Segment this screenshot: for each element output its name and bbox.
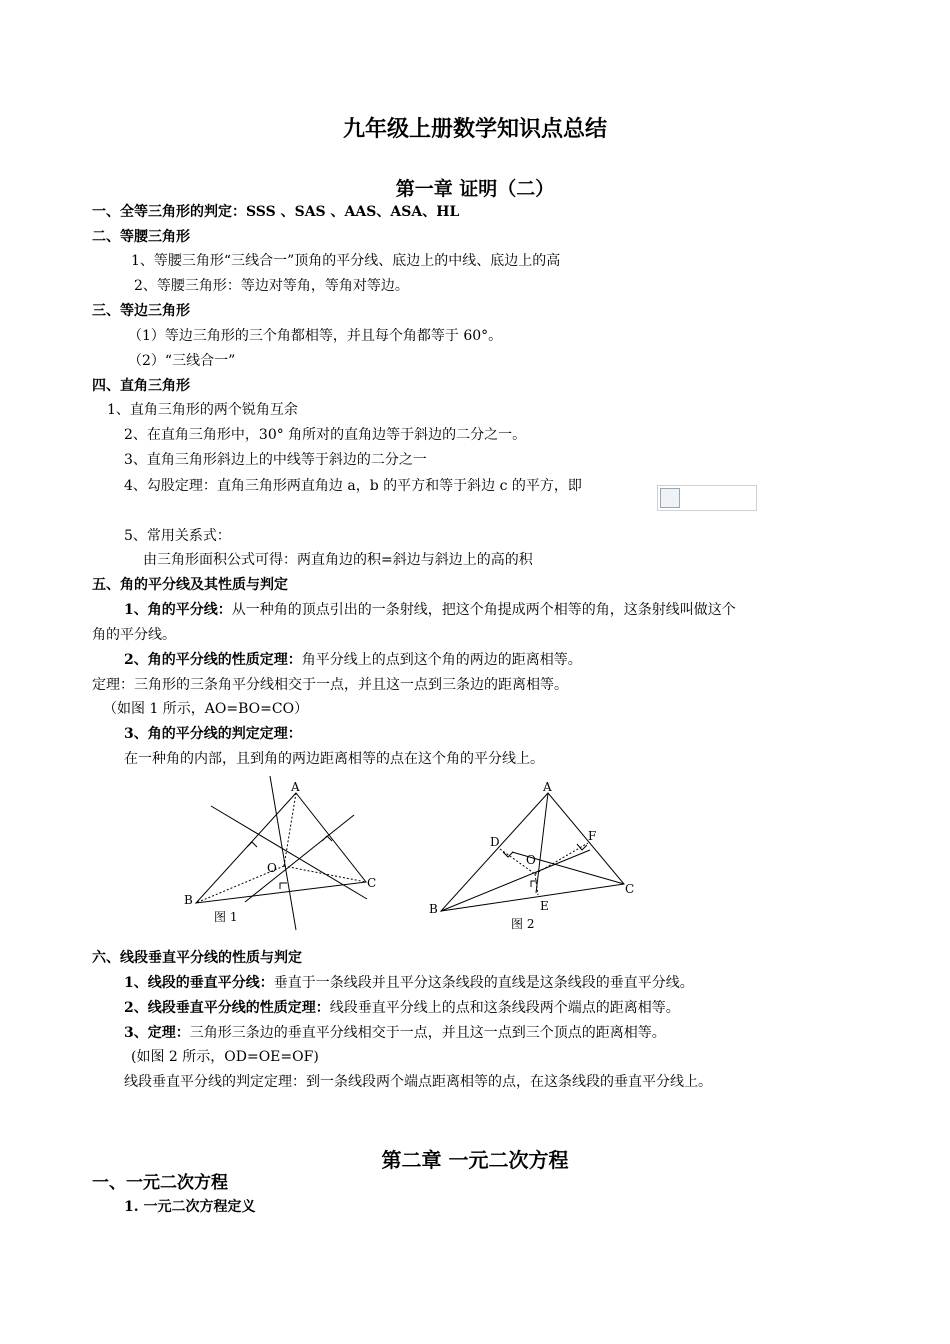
fig2-caption: 图 2 [511, 917, 535, 931]
perp-judge-theorem: 线段垂直平分线的判定定理：到一条线段两个端点距离相等的点，在这条线段的垂直平分线上。 [124, 1074, 712, 1090]
bisector-item-1-text: 从一种角的顶点引出的一条射线，把这个角提成两个相等的角，这条射线叫做这个 [231, 602, 736, 618]
perp-item-3-text: 三角形三条边的垂直平分线相交于一点，并且这一点到三个顶点的距离相等。 [189, 1025, 666, 1041]
bisector-item-1-cont: 角的平分线。 [92, 627, 176, 643]
fig1-bisector-c [245, 815, 354, 902]
section-right-triangle: 四、直角三角形 [92, 378, 190, 394]
fig2-label-c: C [625, 882, 635, 896]
right-item-1: 1、直角三角形的两个锐角互余 [107, 402, 298, 418]
fig1-label-c: C [367, 876, 377, 890]
fig2-line-a [536, 793, 548, 893]
chapter-1-title: 第一章 证明（二） [395, 178, 555, 200]
fig2-label-a: A [543, 780, 552, 794]
right-item-3: 3、直角三角形斜边上的中线等于斜边的二分之一 [124, 452, 427, 468]
bisector-theorem: 定理：三角形的三条角平分线相交于一点，并且这一点到三条边的距离相等。 [92, 677, 568, 693]
perp-item-2-label: 2、线段垂直平分线的性质定理： [124, 1000, 330, 1016]
fig1-right-angle-3 [280, 883, 287, 889]
fig1-label-o: O [267, 861, 277, 875]
bisector-item-2-label: 2、角的平分线的性质定理： [124, 652, 302, 668]
right-item-5: 5、常用关系式： [124, 528, 231, 544]
isosceles-item-2: 2、等腰三角形：等边对等角，等角对等边。 [134, 278, 409, 294]
perp-item-3 [124, 1023, 666, 1043]
section-angle-bisector: 五、角的平分线及其性质与判定 [92, 577, 288, 593]
perp-figure-note: (如图 2 所示，OD=OE=OF) [131, 1049, 319, 1065]
right-item-4: 4、勾股定理：直角三角形两直角边 a，b 的平方和等于斜边 c 的平方，即 [124, 478, 582, 494]
section-equilateral: 三、等边三角形 [92, 303, 190, 319]
fig2-label-b: B [429, 902, 438, 916]
equilateral-item-2: （2）“三线合一” [128, 353, 236, 369]
quadratic-definition: 1. 一元二次方程定义 [124, 1199, 256, 1215]
perp-item-3-label: 3、定理： [124, 1025, 190, 1041]
section-quadratic: 一、一元二次方程 [92, 1173, 228, 1193]
perp-item-1 [124, 973, 694, 993]
fig2-label-o: O [526, 853, 536, 867]
figure-2 [441, 793, 624, 911]
fig2-label-e: E [540, 899, 549, 913]
fig1-label-a: A [291, 780, 300, 794]
right-item-5-text: 由三角形面积公式可得：两直角边的积=斜边与斜边上的高的积 [143, 552, 533, 568]
equilateral-item-1: （1）等边三角形的三个角都相等，并且每个角都等于 60°。 [128, 328, 503, 344]
perp-item-1-text: 垂直于一条线段并且平分这条线段的直线是这条线段的垂直平分线。 [273, 975, 694, 991]
chapter-2-title: 第二章 一元二次方程 [381, 1148, 569, 1172]
bisector-figure-note: （如图 1 所示，AO=BO=CO） [103, 701, 309, 717]
fig1-bisector-b [211, 806, 367, 899]
fig1-right-angle-1 [247, 842, 257, 847]
fig2-line-b [441, 850, 590, 911]
bisector-item-3-text: 在一种角的内部，且到角的两边距离相等的点在这个角的平分线上。 [124, 751, 544, 767]
perp-item-2 [124, 998, 680, 1018]
isosceles-item-1: 1、等腰三角形“三线合一”顶角的平分线、底边上的中线、底边上的高 [131, 253, 561, 269]
fig1-label-b: B [184, 893, 193, 907]
right-item-2: 2、在直角三角形中，30° 角所对的直角边等于斜边的二分之一。 [124, 427, 527, 443]
fig2-triangle [441, 793, 624, 911]
fig1-caption: 图 1 [214, 910, 238, 924]
bisector-item-3-label: 3、角的平分线的判定定理： [124, 726, 302, 742]
section-isosceles: 二、等腰三角形 [92, 229, 190, 245]
bisector-item-2-text: 角平分线上的点到这个角的两边的距离相等。 [301, 652, 582, 668]
fig2-right-angle-f [577, 844, 587, 850]
fig1-bisector-a [270, 776, 296, 930]
bisector-item-1-label: 1、角的平分线： [124, 602, 232, 618]
section-perpendicular-bisector: 六、线段垂直平分线的性质与判定 [92, 950, 302, 966]
section-congruence: 一、全等三角形的判定：SSS 、SAS 、AAS、ASA、HL [92, 204, 460, 220]
figure-1 [196, 776, 367, 930]
fig2-label-d: D [490, 835, 500, 849]
fig1-dash-co [284, 866, 366, 882]
perp-item-1-label: 1、线段的垂直平分线： [124, 975, 274, 991]
document-title: 九年级上册数学知识点总结 [342, 116, 607, 142]
perp-item-2-text: 线段垂直平分线上的点和这条线段两个端点的距离相等。 [329, 1000, 680, 1016]
fig2-label-f: F [588, 829, 597, 843]
